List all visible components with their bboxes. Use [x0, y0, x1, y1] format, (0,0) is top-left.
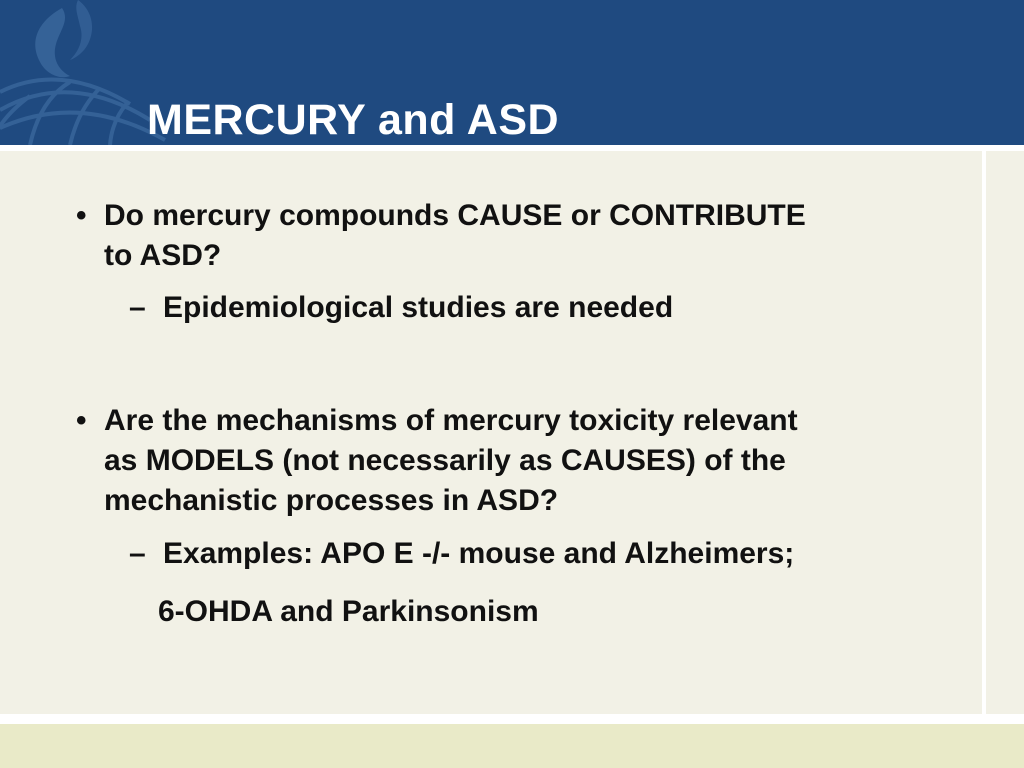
sub-bullet-continuation: 6-OHDA and Parkinsonism: [158, 595, 539, 628]
bullet-text-line: Are the mechanisms of mercury toxicity relevant: [104, 404, 798, 437]
bullet-text-line: to ASD?: [104, 239, 222, 272]
bullet-text-line: as MODELS (not necessarily as CAUSES) of the: [104, 444, 786, 477]
bullet-marker: •: [76, 199, 87, 232]
slide-title: MERCURY and ASD: [147, 96, 560, 144]
sub-bullet-text: Epidemiological studies are needed: [163, 291, 674, 324]
sub-bullet-text: Examples: APO E -/- mouse and Alzheimers;: [163, 537, 795, 570]
sub-bullet-marker: –: [129, 291, 146, 324]
sub-bullet-marker: –: [129, 537, 146, 570]
footer-divider: [0, 714, 1024, 724]
bullet-text-line: Do mercury compounds CAUSE or CONTRIBUTE: [104, 199, 806, 232]
bullet-text-line: mechanistic processes in ASD?: [104, 484, 559, 517]
bullet-marker: •: [76, 404, 87, 437]
footer-band: [0, 724, 1024, 768]
